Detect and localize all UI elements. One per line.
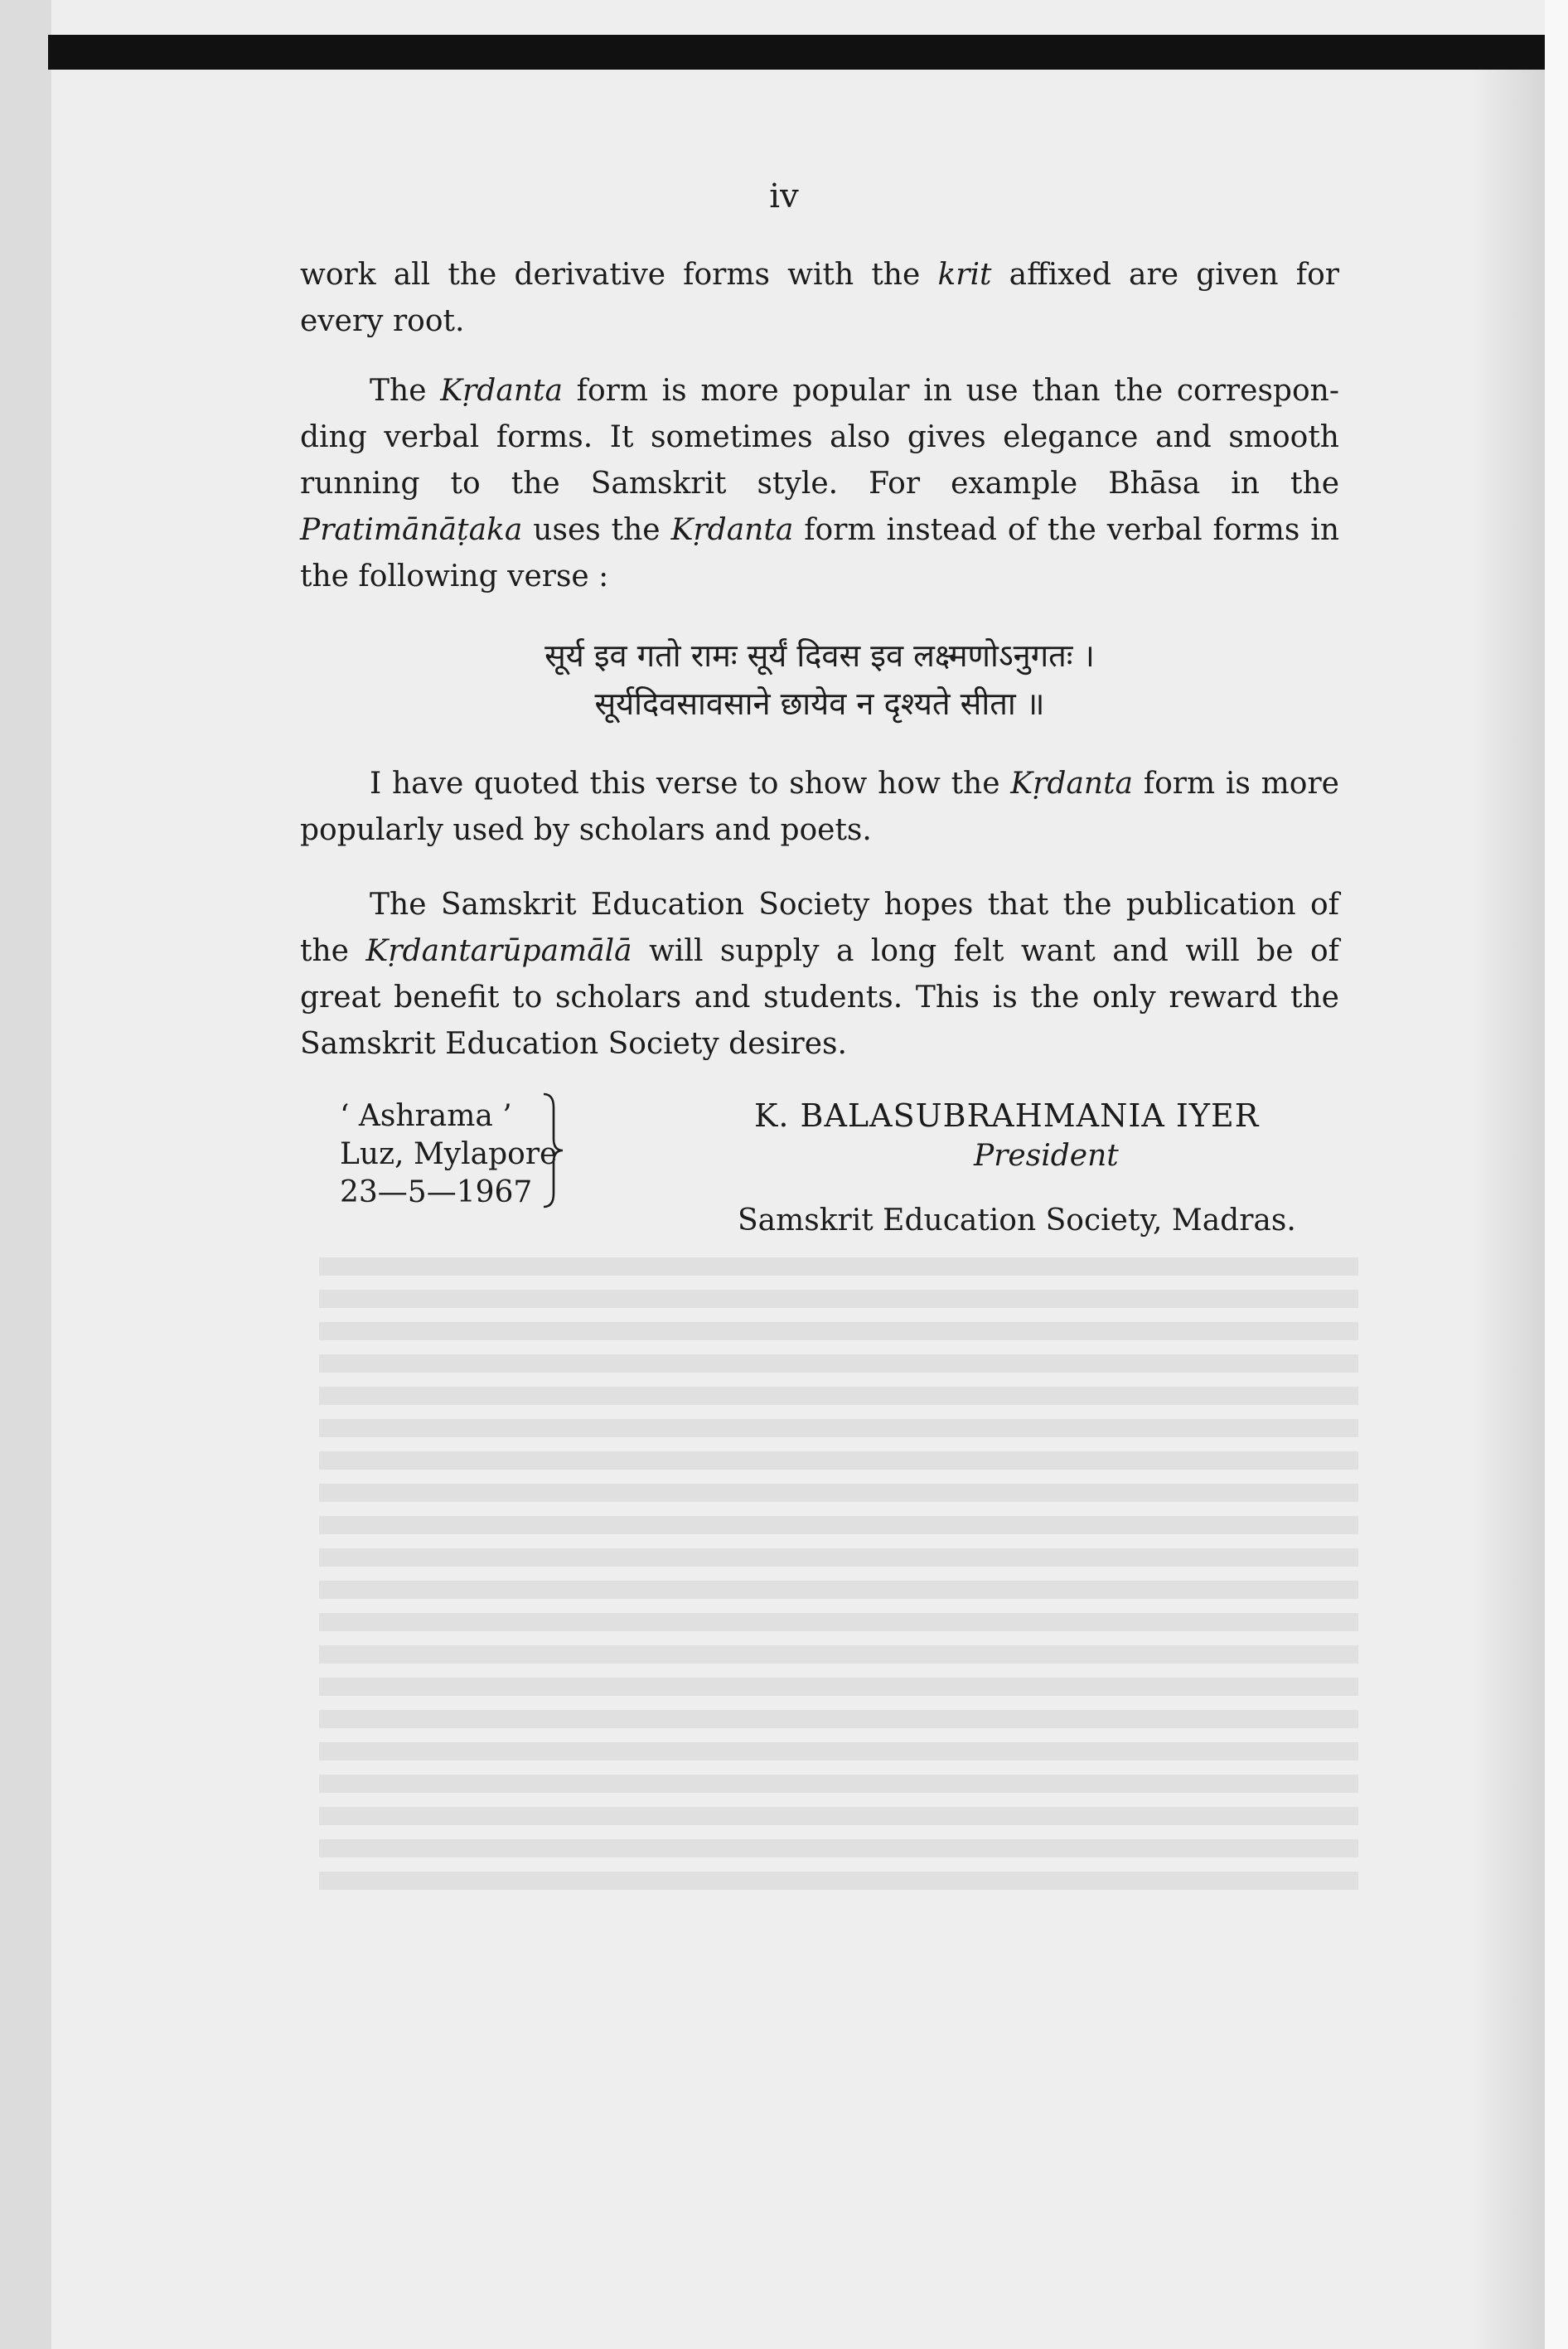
italic-term: Kṛdantarūpamālā [365, 934, 632, 968]
bleed-line [319, 1290, 1358, 1308]
bleed-line [319, 1354, 1358, 1373]
page-number: iv [769, 177, 799, 216]
bleed-line [319, 1678, 1358, 1696]
bleed-line [319, 1484, 1358, 1502]
signatory-name: K. BALASUBRAHMANIA IYER [754, 1097, 1260, 1134]
text-run: form is more popular in use than the corresponding verbal forms. It sometimes also gives elegance and smooth running to the Samskrit style. For example Bhāsa in the [300, 374, 1339, 501]
text-run: work all the derivative forms with the [300, 258, 938, 292]
text-run: form instead of the verbal forms in the following verse : [300, 513, 1339, 593]
bleed-line [319, 1742, 1358, 1761]
italic-term: Kṛdanta [440, 374, 563, 408]
bleed-line [319, 1710, 1358, 1728]
bleed-line [319, 1645, 1358, 1664]
text-run: uses the [522, 513, 671, 547]
verse-line-2: सूर्यदिवसावसाने छायेव न दृश्यते सीता ॥ [594, 685, 1045, 722]
text-run: The Samskrit Education Society hopes that the publication of the [300, 888, 1339, 968]
bleed-line [319, 1807, 1358, 1825]
paragraph-3 [300, 761, 1339, 854]
address-line-3: 23—5—1967 [340, 1175, 533, 1209]
scan-top-border [48, 35, 1550, 70]
paragraph-4 [300, 882, 1339, 1068]
bleed-line [319, 1451, 1358, 1470]
bleed-line [319, 1257, 1358, 1276]
verse-line-1: सूर्य इव गतो रामः सूर्यं दिवस इव लक्ष्मणोऽनुगतः । [544, 637, 1095, 674]
bleed-line [319, 1613, 1358, 1631]
italic-term: Pratimānāṭaka [300, 513, 523, 547]
bleed-line [319, 1872, 1358, 1890]
text-run: form is more popularly used by scholars and poets. [300, 767, 1339, 847]
bleed-line [319, 1516, 1358, 1534]
italic-term: Kṛdanta [670, 513, 794, 547]
curly-brace-icon [540, 1091, 565, 1210]
paragraph-1 [300, 252, 1339, 345]
text-run: will supply a long felt want and will be of great benefit to scholars and students. This is the only reward the Samskrit Education Society desires. [300, 934, 1339, 1061]
address-line-1: ‘ Ashrama ’ [340, 1099, 512, 1133]
text-run: The [370, 374, 441, 408]
bleed-line [319, 1322, 1358, 1340]
bleed-line [319, 1419, 1358, 1437]
bleed-line [319, 1387, 1358, 1405]
bleed-line [319, 1581, 1358, 1599]
italic-term: Kṛdanta [1010, 767, 1134, 801]
sanskrit-verse [300, 632, 1339, 728]
bleed-line [319, 1548, 1358, 1567]
address-line-2: Luz, Mylapore [340, 1137, 558, 1171]
bleed-through [319, 1243, 1358, 1904]
signatory-organization: Samskrit Education Society, Madras. [738, 1204, 1296, 1237]
bleed-line [319, 1839, 1358, 1857]
text-run: I have quoted this verse to show how the [370, 767, 1011, 801]
signatory-title: President [974, 1139, 1119, 1173]
italic-term: krit [937, 258, 992, 292]
left-margin-shade [0, 0, 51, 2349]
bleed-line [319, 1775, 1358, 1793]
paragraph-2 [300, 368, 1339, 600]
binding-shadow [1470, 70, 1545, 2349]
address-block [340, 1097, 557, 1212]
text-run: affixed are given for every root. [300, 258, 1339, 338]
page-edge [1545, 0, 1568, 2349]
